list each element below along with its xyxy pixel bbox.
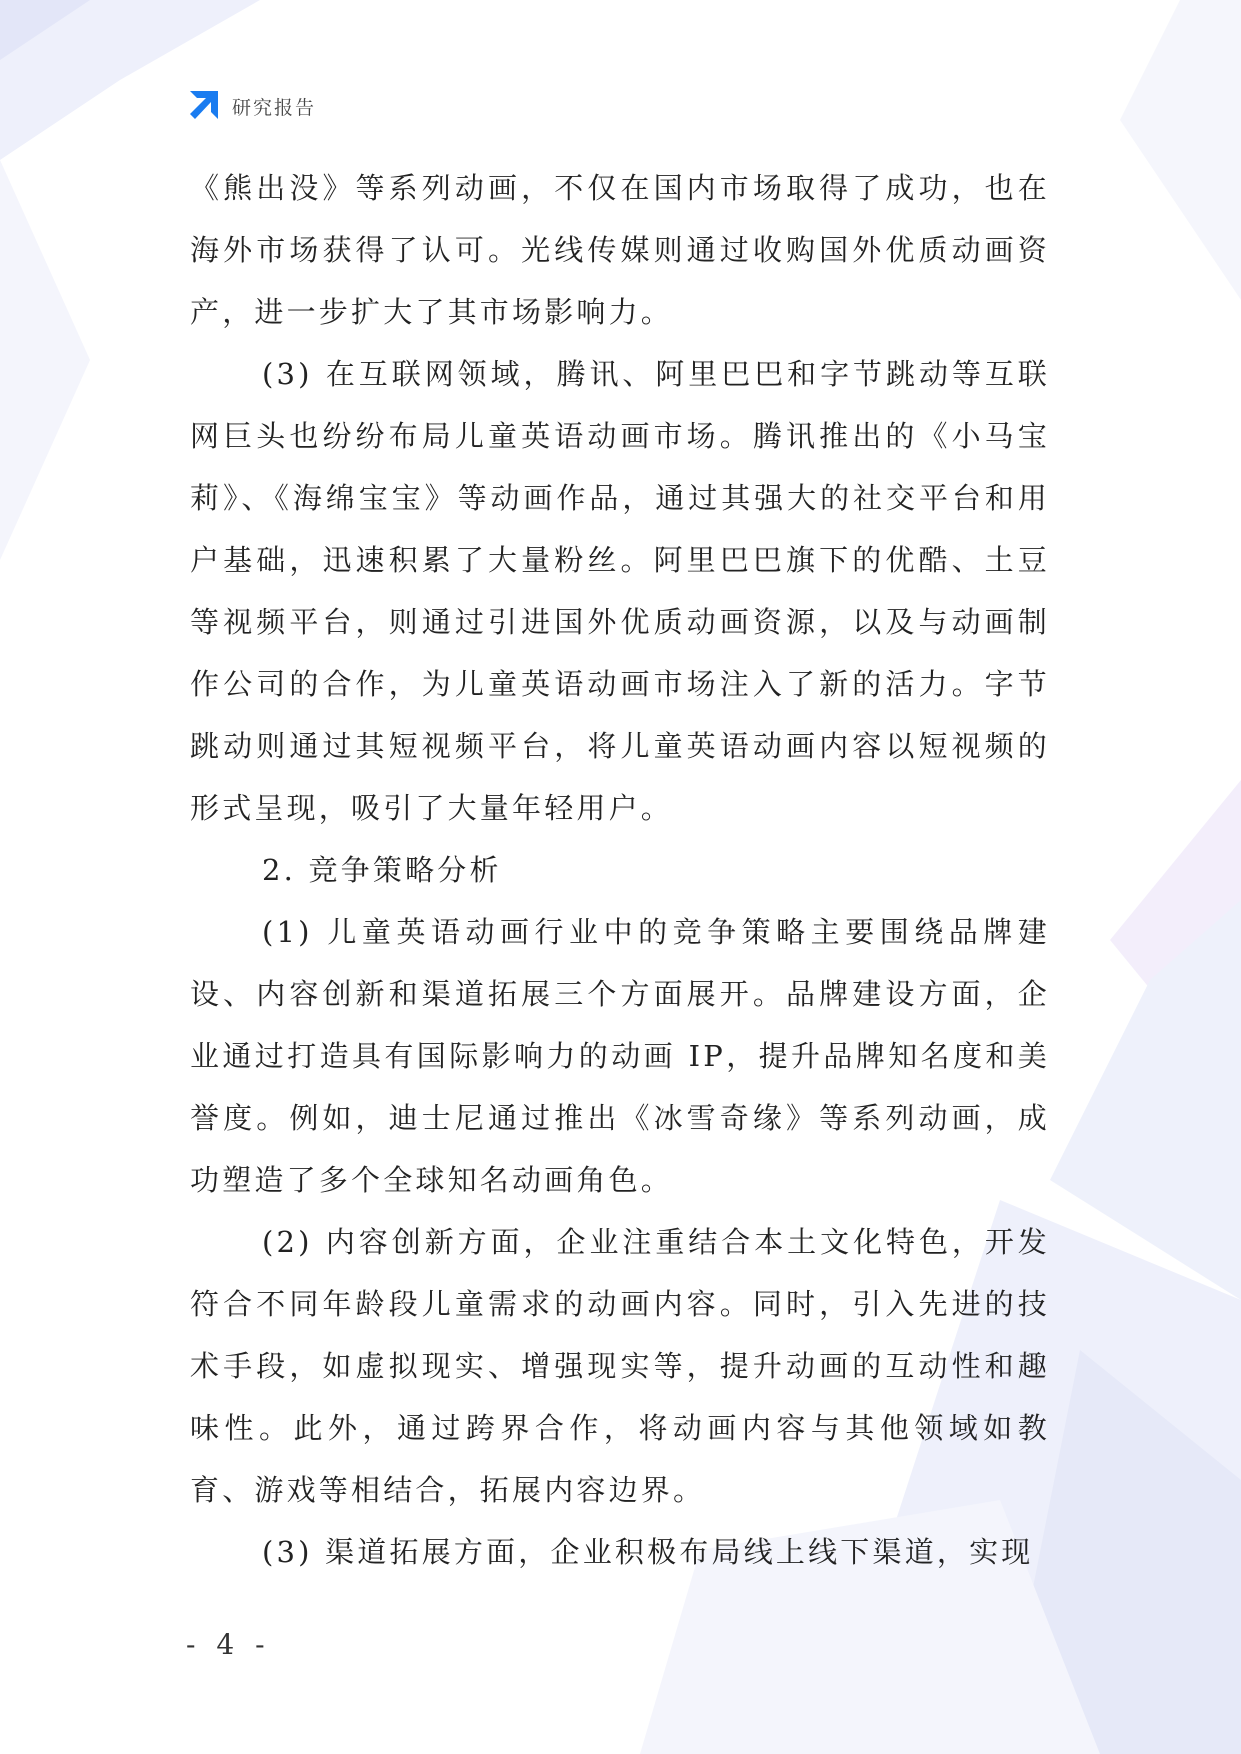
paragraph: (1) 儿童英语动画行业中的竞争策略主要围绕品牌建设、内容创新和渠道拓展三个方面展开。品牌建设方面，企业通过打造具有国际影响力的动画 IP，提升品牌知名度和美誉度。例如，迪士尼通过推出《冰雪奇缘》等系列动画，成功塑造了多个全球知名动画角色。 [190, 915, 1050, 1197]
paragraph: 《熊出没》等系列动画，不仅在国内市场取得了成功，也在海外市场获得了认可。光线传媒则通过收购国外优质动画资产，进一步扩大了其市场影响力。 [190, 171, 1050, 329]
paragraph: (2) 内容创新方面，企业注重结合本土文化特色，开发符合不同年龄段儿童需求的动画内容。同时，引入先进的技术手段，如虚拟现实、增强现实等，提升动画的互动性和趣味性。此外，通过跨界合作，将动画内容与其他领域如教育、游戏等相结合，拓展内容边界。 [190, 1225, 1050, 1507]
paragraph: (3) 渠道拓展方面，企业积极布局线上线下渠道，实现 [262, 1535, 1034, 1569]
paragraph: (3) 在互联网领域，腾讯、阿里巴巴和字节跳动等互联网巨头也纷纷布局儿童英语动画市场。腾讯推出的《小马宝莉》、《海绵宝宝》等动画作品，通过其强大的社交平台和用户基础，迅速积累了大量粉丝。阿里巴巴旗下的优酷、土豆等视频平台，则通过引进国外优质动画资源，以及与动画制作公司的合作，为儿童英语动画市场注入了新的活力。字节跳动则通过其短视频平台，将儿童英语动画内容以短视频的形式呈现，吸引了大量年轻用户。 [190, 357, 1050, 825]
arrow-up-right-icon [186, 89, 220, 123]
document-body [190, 157, 1050, 1583]
page-number: - 4 - [186, 1628, 271, 1661]
report-header [186, 88, 316, 124]
header-title: 研究报告 [232, 96, 317, 119]
section-heading: 2. 竞争策略分析 [262, 853, 502, 887]
